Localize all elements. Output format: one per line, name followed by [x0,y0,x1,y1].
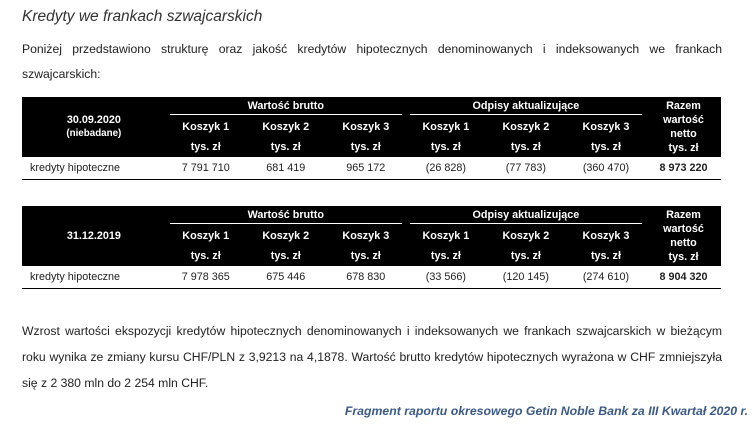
group-header-odpisy: Odpisy aktualizujące [406,97,646,117]
group-header-odpisy: Odpisy aktualizujące [406,206,646,226]
cell-odpisy-k1: (33 566) [406,266,486,289]
cell-odpisy-k3: (274 610) [566,266,646,289]
unit-header: tys. zł [246,246,326,266]
unit-header: tys. zł [486,246,566,266]
cell-brutto-k1: 7 791 710 [166,157,246,180]
outro-paragraph: Wzrost wartości ekspozycji kredytów hipotecznych denominowanych i indeksowanych we frankach szwajcarskich w bieżącym roku wynika ze zmiany kursu CHF/PLN z 3,9213 na 4,1878. Wartość brutto kredytów hipotecznych wyrażona w CHF zmniejszyła się z 2 380 mln do 2 254 mln CHF. [22,324,722,390]
unit-header: tys. zł [326,246,406,266]
unit-header: tys. zł [406,137,486,157]
group-header-brutto: Wartość brutto [166,206,406,226]
col-header-koszyk3: Koszyk 3 [566,226,646,246]
table-row [22,157,721,180]
col-header-koszyk1: Koszyk 1 [166,226,246,246]
col-header-koszyk2: Koszyk 2 [246,117,326,137]
cell-brutto-k3: 965 172 [326,157,406,180]
cell-odpisy-k3: (360 470) [566,157,646,180]
unit-header: tys. zł [406,246,486,266]
col-header-koszyk2: Koszyk 2 [486,226,566,246]
cell-odpisy-k2: (120 145) [486,266,566,289]
table-date-note: (niebadane) [66,128,122,139]
col-header-koszyk1: Koszyk 1 [166,117,246,137]
col-header-koszyk3: Koszyk 3 [326,226,406,246]
cell-odpisy-k2: (77 783) [486,157,566,180]
col-header-koszyk3: Koszyk 3 [566,117,646,137]
col-header-koszyk3: Koszyk 3 [326,117,406,137]
row-label: kredyty hipoteczne [22,157,166,180]
table-date: 30.09.2020 [66,114,121,126]
table-date: 31.12.2019 [66,230,121,242]
row-label: kredyty hipoteczne [22,266,166,289]
unit-header: tys. zł [566,137,646,157]
cell-razem-netto: 8 973 220 [646,157,721,180]
cell-odpisy-k1: (26 828) [406,157,486,180]
table-date-cell [22,97,166,157]
unit-header: tys. zł [486,137,566,157]
cell-brutto-k1: 7 978 365 [166,266,246,289]
table-date-cell [22,206,166,266]
unit-header: tys. zł [166,137,246,157]
col-header-koszyk1: Koszyk 1 [406,226,486,246]
unit-header: tys. zł [166,246,246,266]
col-header-koszyk2: Koszyk 2 [246,226,326,246]
unit-header: tys. zł [566,246,646,266]
cell-razem-netto: 8 904 320 [646,266,721,289]
table-2020 [22,97,721,180]
table-2019 [22,206,721,289]
cell-brutto-k2: 681 419 [246,157,326,180]
source-caption: Fragment raportu okresowego Getin Noble Bank za III Kwartał 2020 r. [344,404,748,418]
section-title: Kredyty we frankach szwajcarskich [22,8,263,25]
col-header-koszyk2: Koszyk 2 [486,117,566,137]
intro-paragraph: Poniżej przedstawiono strukturę oraz jakość kredytów hipotecznych denominowanych i indeksowanych we frankach szwajcarskich: [22,42,722,81]
col-header-koszyk1: Koszyk 1 [406,117,486,137]
table-row [22,266,721,289]
unit-header: tys. zł [246,137,326,157]
razem-header: Razem wartość netto tys. zł [646,97,721,157]
group-header-brutto: Wartość brutto [166,97,406,117]
cell-brutto-k2: 675 446 [246,266,326,289]
unit-header: tys. zł [326,137,406,157]
cell-brutto-k3: 678 830 [326,266,406,289]
razem-header: Razem wartość netto tys. zł [646,206,721,266]
